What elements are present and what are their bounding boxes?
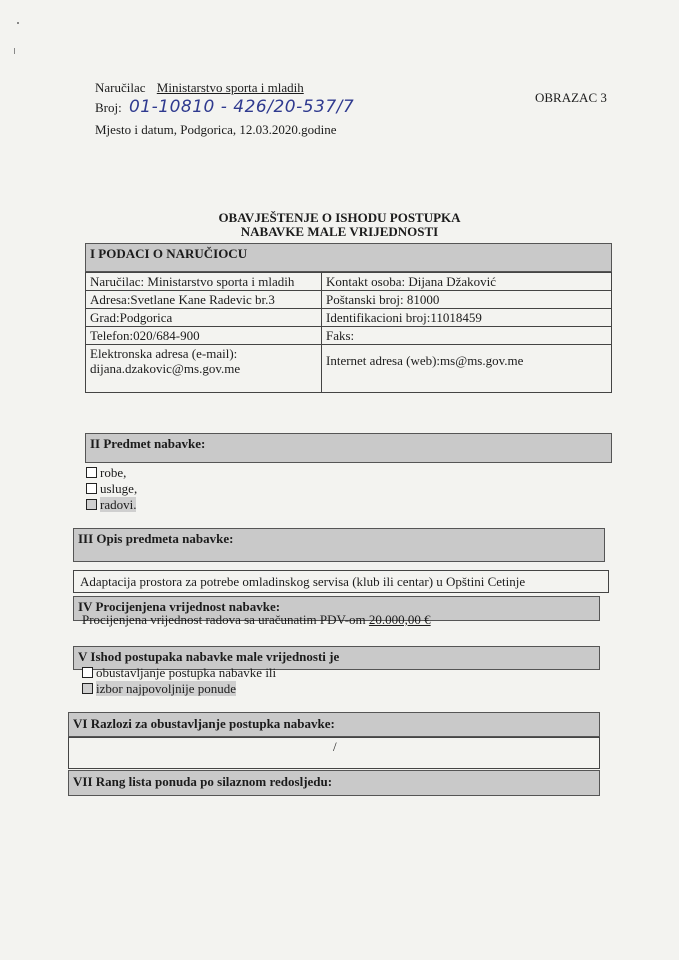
table-cell: Identifikacioni broj:11018459 [322,309,612,327]
section3-heading [73,528,605,562]
narucilac-label: Naručilac [95,80,146,95]
checkbox-icon[interactable] [86,499,97,510]
section4-heading-text: IV Procijenjena vrijednost nabavke: [78,599,281,614]
section1-heading [85,243,612,272]
cancellation-reasons-value: / [333,739,337,754]
section6-heading-text: VI Razlozi za obustavljanje postupka nabavke: [73,716,335,731]
option-robe[interactable] [86,465,126,481]
document-title-line2: NABAVKE MALE VRIJEDNOSTI [240,224,439,239]
cancellation-reasons-box [68,737,600,769]
scan-speck [14,48,15,54]
checkbox-icon[interactable] [86,467,97,478]
narucilac-value: Ministarstvo sporta i mladih [156,80,304,95]
narucilac-line [95,80,304,96]
table-row [86,273,612,291]
option-usluge[interactable] [86,481,137,497]
table-row [86,327,612,345]
option-label: izbor najpovoljnije ponude [96,681,237,696]
estimated-value-line [82,612,431,628]
table-cell: Faks: [322,327,612,345]
table-cell: Poštanski broj: 81000 [322,291,612,309]
option-radovi[interactable] [86,497,136,513]
broj-handwritten: 01-10810 - 426/20-537/7 [128,97,355,117]
checkbox-icon[interactable] [82,667,93,678]
subject-description-box [73,570,609,593]
scan-speck [17,22,19,24]
table-row [86,345,612,393]
contracting-authority-table [85,272,612,393]
email-value: dijana.dzakovic@ms.gov.me [90,361,241,376]
table-cell: Grad:Podgorica [86,309,322,327]
table-cell: Telefon:020/684-900 [86,327,322,345]
email-cell [86,345,322,393]
form-code: OBRAZAC 3 [535,90,607,105]
section2-heading-text: II Predmet nabavke: [90,436,206,451]
section1-heading-text: I PODACI O NARUČIOCU [90,246,248,261]
broj-line [95,97,354,117]
web-cell: Internet adresa (web):ms@ms.gov.me [322,345,612,393]
section3-heading-text: III Opis predmeta nabavke: [78,531,234,546]
email-label: Elektronska adresa (e-mail): [90,346,238,361]
option-label: usluge, [100,481,138,496]
subject-description: Adaptacija prostora za potrebe omladinskog servisa (klub ili centar) u Opštini Cetinje [80,574,526,589]
checkbox-icon[interactable] [82,683,93,694]
estimated-value-label: Procijenjena vrijednost radova sa uračunatim PDV-om [82,612,366,627]
option-izbor[interactable] [82,681,236,697]
option-label: robe, [100,465,127,480]
estimated-value-amount: 20.000,00 € [368,612,431,627]
broj-label: Broj: [95,100,122,115]
checkbox-icon[interactable] [86,483,97,494]
document-title-line1: OBAVJEŠTENJE O ISHODU POSTUPKA [218,210,461,225]
section5-heading-text: V Ishod postupaka nabavke male vrijednosti je [78,649,340,664]
section6-heading [68,712,600,737]
table-row [86,309,612,327]
section7-heading-text: VII Rang lista ponuda po silaznom redosljedu: [73,774,333,789]
table-cell: Adresa:Svetlane Kane Radevic br.3 [86,291,322,309]
table-row [86,291,612,309]
option-obustavljanje[interactable] [82,665,276,681]
option-label: radovi. [100,497,137,512]
option-label: obustavljanje postupka nabavke ili [96,665,277,680]
section2-heading [85,433,612,463]
section7-heading [68,770,600,796]
mjesto-datum: Mjesto i datum, Podgorica, 12.03.2020.godine [95,122,337,137]
table-cell: Naručilac: Ministarstvo sporta i mladih [86,273,322,291]
table-cell: Kontakt osoba: Dijana Džaković [322,273,612,291]
